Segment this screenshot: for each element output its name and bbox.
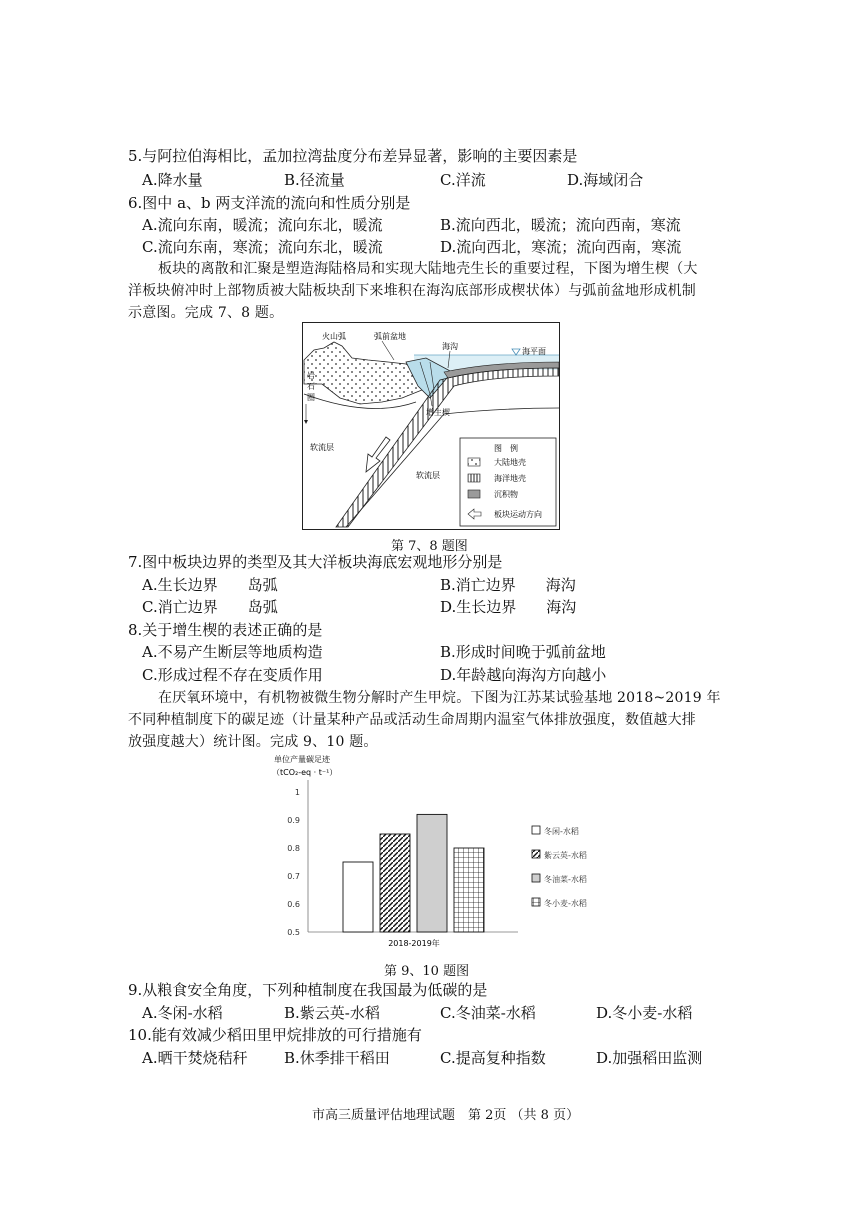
q8-option-d: D.年龄越向海沟方向越小 [440,666,607,684]
label-sea-level: 海平面 [522,347,546,356]
subduction-diagram [302,322,560,530]
q10-option-b: B.休季排干稻田 [284,1049,390,1067]
q9-stem: 9.从粮食安全角度，下列种植制度在我国最为低碳的是 [128,981,488,999]
legend-label-1: 冬闲-水稻 [544,827,579,836]
label-asthenosphere-1: 软流层 [310,443,334,452]
legend-continental: 大陆地壳 [494,458,526,467]
q9-option-d: D.冬小麦-水稻 [596,1004,693,1022]
bar-series-3 [417,814,447,932]
q8-option-a: A.不易产生断层等地质构造 [142,643,323,661]
label-volcanic-arc: 火山弧 [322,332,346,341]
y-axis-unit: （tCO₂-eq · t⁻¹） [272,768,338,777]
q8-stem: 8.关于增生楔的表述正确的是 [128,621,323,639]
label-asthenosphere-2: 软流层 [416,471,440,480]
legend-title: 图 例 [494,444,518,453]
q7-option-c: C.消亡边界 岛弧 [142,598,278,616]
y-tick-label: 0.8 [287,844,300,853]
y-tick-label: 0.9 [287,816,300,825]
chart-caption: 第 9、10 题图 [384,964,470,979]
intro910-line3: 放强度越大）统计图。完成 9、10 题。 [128,734,378,750]
q10-option-a: A.晒干焚烧秸秆 [142,1049,248,1067]
q10-option-d: D.加强稻田监测 [596,1049,703,1067]
label-forearc-basin: 弧前盆地 [374,332,406,341]
legend-swatch-1 [532,826,540,834]
q9-option-b: B.紫云英-水稻 [284,1004,380,1022]
label-trench: 海沟 [442,342,458,351]
q6-option-d: D.流向西北，寒流；流向西南，寒流 [440,238,682,256]
q9-option-a: A.冬闲-水稻 [142,1004,223,1022]
bar-series-4 [454,848,484,932]
q5-option-b: B.径流量 [284,171,345,189]
legend-label-4: 冬小麦-水稻 [544,899,587,908]
q7-option-a: A.生长边界 岛弧 [142,576,278,594]
bar-series-1 [343,862,373,932]
carbon-footprint-chart [268,752,628,952]
legend-sediment: 沉积物 [494,490,518,499]
q7-stem: 7.图中板块边界的类型及其大洋板块海底宏观地形分别是 [128,553,503,571]
q5-option-c: C.洋流 [440,171,486,189]
y-tick-label: 1 [294,788,300,797]
y-tick-label: 0.7 [287,872,300,881]
label-rock-2: 石 [307,382,315,391]
q9-option-c: C.冬油菜-水稻 [440,1004,536,1022]
legend-swatch-3 [532,874,540,882]
legend-label-3: 冬油菜-水稻 [544,875,587,884]
legend-label-2: 紫云英-水稻 [544,851,587,860]
y-axis-label: 单位产量碳足迹 [274,755,330,764]
legend-swatch-4 [532,898,540,906]
y-tick-label: 0.5 [287,928,300,937]
diagram-caption: 第 7、8 题图 [391,539,468,554]
q5-stem: 5.与阿拉伯海相比，孟加拉湾盐度分布差异显著，影响的主要因素是 [128,147,578,165]
q10-stem: 10.能有效减少稻田里甲烷排放的可行措施有 [128,1026,422,1044]
intro910-line1: 在厌氧环境中，有机物被微生物分解时产生甲烷。下图为江苏某试验基地 2018~2019 年 [158,690,721,706]
label-rock-1: 岩 [307,371,315,380]
legend-oceanic: 海洋地壳 [494,474,526,483]
q5-option-d: D.海域闭合 [567,171,644,189]
q7-option-b: B.消亡边界 海沟 [440,576,576,594]
label-rock-3: 圈 [307,393,315,402]
q6-option-a: A.流向东南，暖流；流向东北，暖流 [142,216,383,234]
q8-option-c: C.形成过程不存在变质作用 [142,666,323,684]
intro78-line2: 洋板块俯冲时上部物质被大陆板块刮下来堆积在海沟底部形成楔状体）与弧前盆地形成机制 [128,283,696,299]
bar-series-2 [380,834,410,932]
page-footer: 市高三质量评估地理试题 第 2页 （共 8 页） [312,1108,580,1123]
q6-option-b: B.流向西北，暖流；流向西南，寒流 [440,216,681,234]
q10-option-c: C.提高复种指数 [440,1049,546,1067]
y-tick-label: 0.6 [287,900,300,909]
intro910-line2: 不同种植制度下的碳足迹（计量某种产品或活动生命周期内温室气体排放强度，数值越大排 [128,712,696,728]
intro78-line1: 板块的离散和汇聚是塑造海陆格局和实现大陆地壳生长的重要过程，下图为增生楔（大 [158,261,698,277]
intro78-line3: 示意图。完成 7、8 题。 [128,305,284,321]
q5-option-a: A.降水量 [142,171,203,189]
q6-option-c: C.流向东南，寒流；流向东北，暖流 [142,238,383,256]
q6-stem: 6.图中 a、b 两支洋流的流向和性质分别是 [128,194,411,212]
q7-option-d: D.生长边界 海沟 [440,598,577,616]
label-wedge: 增生楔 [426,408,450,417]
legend-swatch-2 [532,850,540,858]
x-axis-label: 2018-2019年 [388,939,440,948]
legend-motion: 板块运动方向 [494,510,542,519]
q8-option-b: B.形成时间晚于弧前盆地 [440,643,606,661]
